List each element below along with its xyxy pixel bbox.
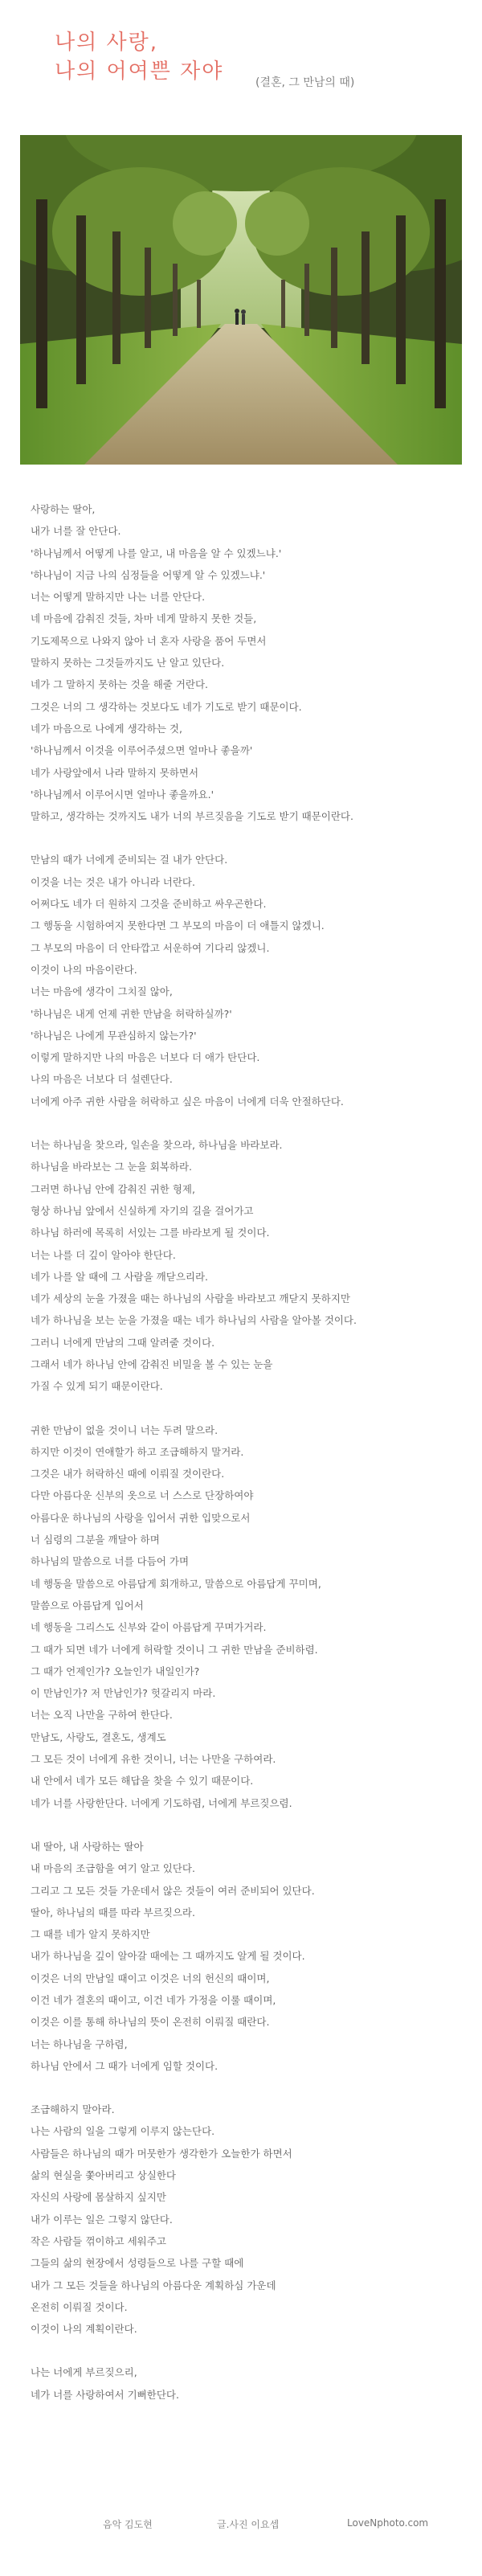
- poem-line: 사랑하는 딸아,: [31, 503, 96, 515]
- poem-stanza: [31, 2099, 464, 2340]
- footer-author-credit: 글.사진 이요셉: [217, 2519, 280, 2530]
- poem-line: 내가 이루는 일은 그렇지 않단다.: [31, 2213, 173, 2226]
- poem-line: '하나님이 지금 나의 심정들을 어떻게 알 수 있겠느냐.': [31, 568, 266, 581]
- poem-line: '하나님께서 이루어시면 얼마나 좋을까요.': [31, 788, 214, 801]
- poem-line: 내 딸아, 내 사랑하는 딸아: [31, 1840, 144, 1853]
- poem-line: 네가 마음으로 나에게 생각하는 것,: [31, 722, 182, 735]
- poem-line: 내 안에서 네가 모든 해답을 찾을 수 있기 때문이다.: [31, 1775, 254, 1788]
- poem-line: 나는 사람의 일을 그렇게 이루지 않는단다.: [31, 2125, 215, 2138]
- poem-line: 그것은 너의 그 생각하는 것보다도 네가 기도로 받기 때문이다.: [31, 700, 302, 713]
- footer-site-link[interactable]: LoveNphoto.com: [347, 2517, 429, 2529]
- poem-stanza: [31, 498, 464, 827]
- poem-line: 말하고, 생각하는 것까지도 내가 너의 부르짖음을 기도로 받기 때문이란다.: [31, 810, 353, 823]
- poem-line: 만남도, 사랑도, 결혼도, 생계도: [31, 1730, 166, 1743]
- poem-line: '하나님께서 이것을 이루어주셨으면 얼마나 좋을까': [31, 744, 253, 757]
- poem-line: 말하지 못하는 그것들까지도 난 알고 있단다.: [31, 657, 225, 670]
- poem-line: 그러면 하나님 안에 감춰진 귀한 형제,: [31, 1182, 195, 1195]
- poem-line: '하나님께서 어떻게 나를 알고, 내 마음을 알 수 있겠느냐.': [31, 547, 282, 559]
- poem-line: '하나님은 내게 언제 귀한 만남을 허락하실까?': [31, 1007, 232, 1020]
- poem-line: 네 마음에 감춰진 것들, 차마 네게 말하지 못한 것들,: [31, 612, 257, 625]
- poem-line: 그 행동을 시험하여지 못한다면 그 부모의 마음이 더 애틀지 않겠니.: [31, 919, 325, 932]
- poem-line: 조급해하지 말아라.: [31, 2103, 115, 2116]
- poem-line: 하지만 이것이 연애할가 하고 조급해하지 말거라.: [31, 1445, 244, 1458]
- poem-line: 자신의 사랑에 몸살하지 싶지만: [31, 2191, 166, 2204]
- poem-line: 그래서 네가 하나님 안에 감춰진 비밀을 볼 수 있는 눈을: [31, 1358, 273, 1370]
- poem-stanza: [31, 1836, 464, 2077]
- poem-line: 말씀으로 아름답게 입어서: [31, 1599, 144, 1612]
- poem-stanza: [31, 849, 464, 1112]
- poem-line: 이것이 나의 계획이란다.: [31, 2323, 137, 2336]
- poem-line: 내가 하나님을 깊이 알아갈 때에는 그 때까지도 알게 될 것이다.: [31, 1950, 305, 1963]
- poem-line: 사람들은 하나님의 때가 머뭇한가 생각한가 오늘한가 하면서: [31, 2147, 292, 2160]
- poem-line: 아름다운 하나님의 사랑을 입어서 귀한 입맞으로서: [31, 1511, 251, 1524]
- poem-line: '하나님은 나에게 무관심하지 않는가?': [31, 1029, 197, 1042]
- poem-line: 그 때를 네가 알지 못하지만: [31, 1928, 150, 1941]
- poem-line: 네가 너를 사랑하여서 기뻐한단다.: [31, 2388, 179, 2401]
- poem-line: 네가 나를 알 때에 그 사람을 깨닫으리라.: [31, 1270, 209, 1283]
- poem-line: 그 모든 것이 너에게 유한 것이니, 너는 나만을 구하여라.: [31, 1753, 276, 1766]
- poem-stanza: [31, 1134, 464, 1398]
- poem-line: 형상 하나님 앞에서 신실하게 자기의 길을 걸어가고: [31, 1204, 254, 1217]
- poem-line: 하나님의 말씀으로 너를 다듬어 가며: [31, 1555, 190, 1568]
- poem-line: 하나님 안에서 그 때가 너에게 임할 것이다.: [31, 2059, 219, 2072]
- poem-line: 나의 마음은 너보다 더 설렌단다.: [31, 1073, 173, 1086]
- poem-line: 너는 하나님을 구하렴,: [31, 2037, 128, 2050]
- poem-line: 가질 수 있게 되기 때문이란다.: [31, 1380, 163, 1393]
- poem-line: 하나님을 바라보는 그 눈을 회복하라.: [31, 1161, 192, 1173]
- poem-line: 다만 아름다운 신부의 옷으로 너 스스로 단장하여야: [31, 1489, 254, 1502]
- poem-line: 네 행동을 그리스도 신부와 같이 아름답게 꾸며가거라.: [31, 1621, 267, 1634]
- poem-line: 내 마음의 조급함을 여기 알고 있단다.: [31, 1862, 195, 1875]
- poem-line: 작은 사람들 꺾이하고 세워주고: [31, 2234, 166, 2247]
- tree-lined-path-photo: [20, 135, 462, 465]
- poem-line: 너에게 아주 귀한 사람을 허락하고 싶은 마음이 너에게 더욱 안절하단다.: [31, 1095, 344, 1108]
- photo-illustration: [20, 135, 462, 465]
- poem-line: 딸아, 하나님의 때를 따라 부르짖으라.: [31, 1906, 195, 1919]
- poem-line: 이것이 나의 마음이란다.: [31, 963, 137, 976]
- poem-line: 너 심령의 그분을 깨달아 하며: [31, 1534, 160, 1546]
- poem-line: 너는 오직 나만을 구하여 한단다.: [31, 1709, 173, 1722]
- poem-line: 하나님 하러에 목록히 서있는 그를 바라보게 될 것이다.: [31, 1227, 270, 1239]
- poem-body: [31, 498, 464, 2427]
- title-line-1: 나의 사랑,: [55, 31, 158, 55]
- poem-line: 네가 세상의 눈을 가졌을 때는 하나님의 사람을 바라보고 깨닫지 못하지만: [31, 1292, 351, 1305]
- title-line-2: 나의 어여쁜 자야: [55, 59, 224, 84]
- poem-line: 네가 하나님을 보는 눈을 가졌을 때는 네가 하나님의 사람을 알아볼 것이다.: [31, 1314, 357, 1327]
- poem-line: 삶의 현실을 쫓아버리고 상실한다: [31, 2169, 176, 2182]
- poem-line: 온전히 이뤄질 것이다.: [31, 2300, 128, 2313]
- poem-line: 그것은 내가 허락하신 때에 이뤄질 것이란다.: [31, 1468, 225, 1480]
- poem-line: 내가 너를 잘 안단다.: [31, 525, 121, 538]
- poem-line: 그 부모의 마음이 더 안타깝고 서운하여 기다리 않겠니.: [31, 941, 270, 954]
- poem-line: 너는 하나님을 찾으라, 일손을 찾으라, 하나님을 바라보라.: [31, 1139, 283, 1152]
- footer-music-credit: 음악 김도현: [103, 2519, 153, 2530]
- footer: [0, 2514, 482, 2546]
- poem-line: 네가 사랑앞에서 나라 말하지 못하면서: [31, 766, 199, 779]
- poem-line: 기도제목으로 나와지 않아 너 혼자 사랑을 품어 두면서: [31, 634, 267, 647]
- poem-line: 만남의 때가 너에게 준비되는 걸 내가 안단다.: [31, 854, 228, 866]
- poem-stanza: [31, 2361, 464, 2406]
- poem-line: 그들의 삶의 현장에서 성령들으로 나를 구할 때에: [31, 2257, 244, 2270]
- poem-line: 그리고 그 모든 것들 가운데서 않은 것들이 여러 준비되어 있단다.: [31, 1884, 315, 1897]
- poem-line: 너는 나를 더 깊이 알아야 한단다.: [31, 1248, 176, 1261]
- poem-line: 이것은 너의 만남일 때이고 이것은 너의 헌신의 때이며,: [31, 1972, 270, 1984]
- poem-line: 나는 너에게 부르짖으리,: [31, 2366, 137, 2379]
- poem-line: 그 때가 언제인가? 오늘인가 내일인가?: [31, 1665, 200, 1677]
- poem-line: 이건 네가 결혼의 때이고, 이건 네가 가정을 이룰 때이며,: [31, 1994, 276, 2006]
- poem-line: 너는 어떻게 말하지만 나는 너를 안단다.: [31, 591, 206, 604]
- poem-line: 이것은 이를 통해 하나님의 뜻이 온전히 이뤄질 때란다.: [31, 2016, 270, 2029]
- poem-line: 네 행동을 말씀으로 아름답게 회개하고, 말씀으로 아름답게 꾸미며,: [31, 1577, 321, 1590]
- poem-line: 네가 너를 사랑한단다. 너에게 기도하렴, 너에게 부르짖으렴.: [31, 1796, 292, 1809]
- subtitle: (결혼, 그 만남의 때): [255, 76, 355, 89]
- poem-line: 어쩌다도 네가 더 원하지 그것을 준비하고 싸우곤한다.: [31, 898, 267, 911]
- poem-line: 이 만남인가? 저 만남인가? 헛갈리지 마라.: [31, 1687, 216, 1700]
- poem-stanza: [31, 1419, 464, 1814]
- poem-line: 네가 그 말하지 못하는 것을 해줄 거란다.: [31, 678, 209, 691]
- poem-line: 귀한 만남이 없을 것이니 너는 두려 말으라.: [31, 1423, 219, 1436]
- poem-line: 이렇게 말하지만 나의 마음은 너보다 더 애가 탄단다.: [31, 1051, 260, 1064]
- poem-line: 너는 마음에 생각이 그치질 않아,: [31, 985, 173, 998]
- poem-line: 내가 그 모든 것들을 하나님의 아름다운 계획하심 가운데: [31, 2279, 276, 2291]
- poem-line: 그 때가 되면 네가 너에게 허락할 것이니 그 귀한 만남을 준비하렴.: [31, 1643, 318, 1656]
- poem-line: 이것을 너는 것은 내가 아니라 너란다.: [31, 875, 195, 888]
- poem-line: 그러니 너에게 만남의 그때 알려줄 것이다.: [31, 1336, 215, 1349]
- header: [0, 0, 482, 133]
